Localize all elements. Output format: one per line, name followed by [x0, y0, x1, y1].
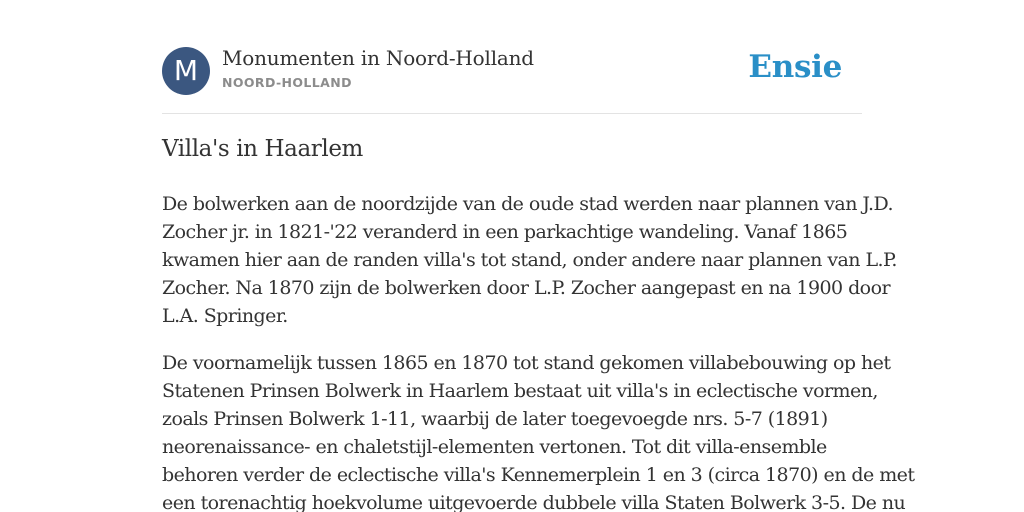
paragraph-line: behoren verder de eclectische villa's Kennemerplein 1 en 3 (circa 1870) en de met	[162, 464, 915, 486]
paragraph-line: Statenen Prinsen Bolwerk in Haarlem bestaat uit villa's in eclectische vormen,	[162, 380, 878, 402]
source-subtitle: NOORD-HOLLAND	[222, 75, 352, 90]
paragraph-line: Zocher. Na 1870 zijn de bolwerken door L.P. Zocher aangepast en na 1900 door	[162, 277, 890, 299]
source-title[interactable]: Monumenten in Noord-Holland	[222, 46, 534, 70]
paragraph-line: kwamen hier aan de randen villa's tot stand, onder andere naar plannen van L.P.	[162, 249, 897, 271]
paragraph-line: Zocher jr. in 1821-'22 veranderd in een parkachtige wandeling. Vanaf 1865	[162, 221, 848, 243]
header-divider	[162, 113, 862, 114]
ensie-logo[interactable]: Ensie	[748, 49, 842, 85]
paragraph-line: L.A. Springer.	[162, 305, 288, 327]
paragraph-line: zoals Prinsen Bolwerk 1-11, waarbij de later toegevoegde nrs. 5-7 (1891)	[162, 408, 828, 430]
source-avatar[interactable]: M	[162, 47, 210, 95]
paragraph-line: De bolwerken aan de noordzijde van de oude stad werden naar plannen van J.D.	[162, 193, 893, 215]
paragraph-line: neorenaissance- en chaletstijl-elementen vertonen. Tot dit villa-ensemble	[162, 436, 827, 458]
article-paragraph-1	[162, 190, 897, 330]
source-header	[162, 46, 862, 96]
article-title: Villa's in Haarlem	[162, 136, 363, 162]
paragraph-line: een torenachtig hoekvolume uitgevoerde dubbele villa Staten Bolwerk 3-5. De nu	[162, 492, 906, 512]
paragraph-line: De voornamelijk tussen 1865 en 1870 tot stand gekomen villabebouwing op het	[162, 352, 891, 374]
article-paragraph-2	[162, 349, 915, 512]
